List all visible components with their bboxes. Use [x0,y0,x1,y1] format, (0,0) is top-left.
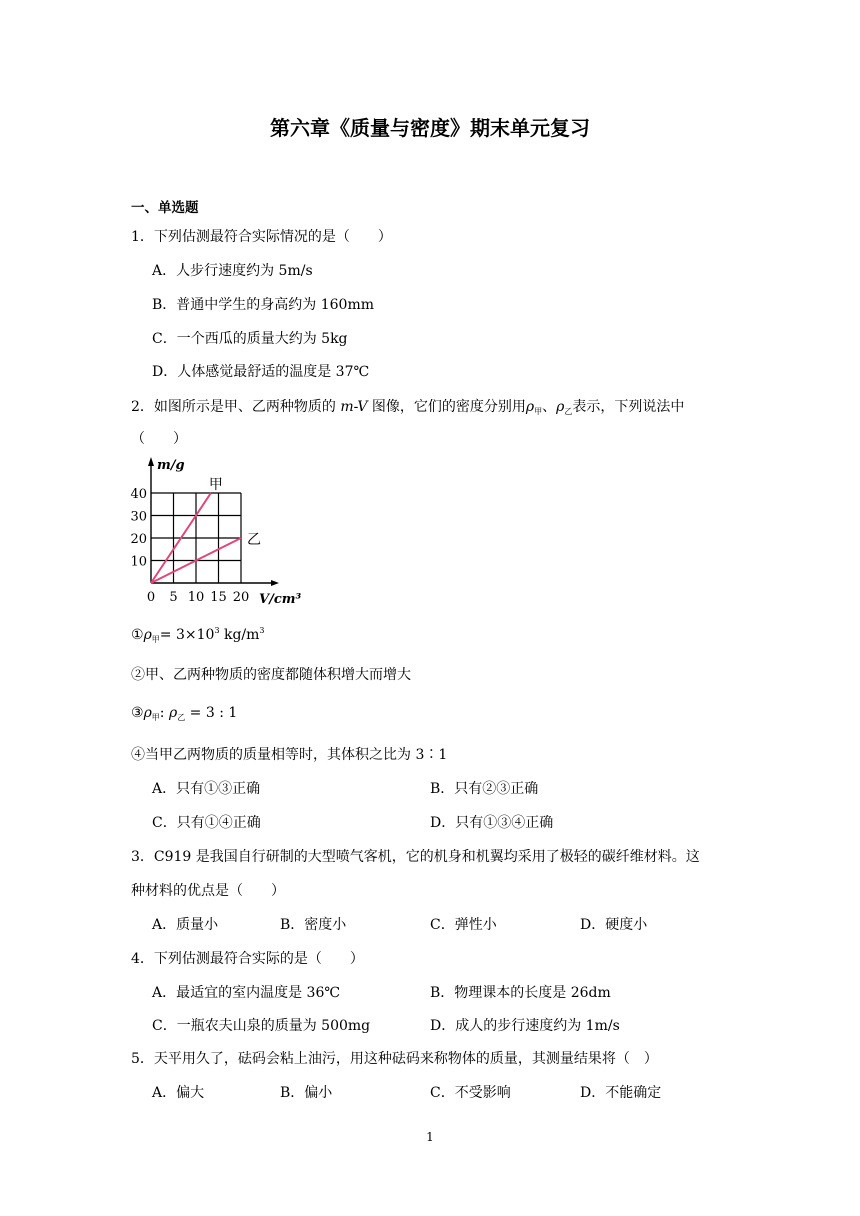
q4-option-c: C．一瓶农夫山泉的质量为 500mg [152,1018,371,1034]
q2-option-d: D．只有①③④正确 [430,815,554,831]
q2-option-c: C．只有①④正确 [152,815,261,831]
q3-option-a: A．质量小 [152,917,219,933]
q2-option-a: A．只有①③正确 [152,781,261,797]
series-label-yi: 乙 [247,532,261,548]
q5-option-b: B．偏小 [280,1085,333,1101]
q5-option-d: D．不能确定 [580,1085,662,1101]
y-tick-label: 10 [130,554,147,570]
statement-4: ④当甲乙两物质的质量相等时，其体积之比为 3∶1 [131,747,448,763]
x-tick-label: 0 [146,590,156,605]
q3-option-b: B．密度小 [280,917,347,933]
x-axis-label: V/cm³ [259,592,302,607]
q2-option-b: B．只有②③正确 [430,781,539,797]
page-title: 第六章《质量与密度》期末单元复习 [270,116,590,140]
question-3-stem-line2: 种材料的优点是（ ） [131,883,285,899]
question-2-paren: （ ） [131,431,187,447]
q4-option-b: B．物理课本的长度是 26dm [430,985,611,1001]
y-axis-arrow [148,457,154,466]
q1-option-a: A．人步行速度约为 5m/s [152,263,313,279]
x-tick-label: 5 [169,590,178,605]
question-3-stem-line1: 3．C919 是我国自行研制的大型喷气客机，它的机身和机翼均采用了极轻的碳纤维材料。这 [131,849,700,865]
chart-grid [151,493,241,583]
question-5-stem: 5．天平用久了，砝码会粘上油污，用这种砝码来称物体的质量，其测量结果将（ ） [131,1051,658,1067]
y-tick-label: 30 [130,509,147,525]
question-1-stem: 1．下列估测最符合实际情况的是（ ） [131,229,392,245]
q4-option-a: A．最适宜的室内温度是 36℃ [152,985,341,1001]
x-tick-label: 15 [210,590,227,605]
page-number: 1 [426,1130,434,1144]
x-tick-label: 10 [187,590,205,605]
q5-option-c: C．不受影响 [430,1085,511,1101]
x-tick-label: 20 [232,590,250,605]
statement-1: $①\rho_甲= 3\times 10^3$ $kg/m^3$ [131,626,265,644]
q1-option-c: C．一个西瓜的质量大约为 5kg [152,331,348,347]
y-axis-label: m/g [157,458,185,473]
question-4-stem: 4．下列估测最符合实际的是（ ） [131,951,364,967]
mv-label: m-V [340,399,368,415]
q3-option-c: C．弹性小 [430,917,497,933]
y-tick-label: 20 [130,532,147,547]
statement-2: ②甲、乙两种物质的密度都随体积增大而增大 [131,667,411,683]
series-label-jia: 甲 [208,477,223,493]
q1-option-d: D．人体感觉最舒适的温度是 37℃ [152,364,370,380]
section-heading: 一、单选题 [131,200,199,216]
q3-option-d: D．硬度小 [580,917,648,933]
question-2-stem: 2．如图所示是甲、乙两种物质的 m-V 图像，它们的密度分别用$\rho_甲$、$\rho_乙$表示，下列说法中 [131,399,685,416]
statement-3: $③\rho_甲$: $\rho_乙 = 3$ : 1 [131,705,238,722]
q5-option-a: A．偏大 [152,1085,205,1101]
y-tick-label: 40 [130,487,147,502]
q1-option-b: B．普通中学生的身高约为 160mm [152,297,375,313]
m-v-chart [125,452,305,607]
q4-option-d: D．成人的步行速度约为 1m/s [430,1018,620,1034]
x-axis-arrow [271,580,279,586]
